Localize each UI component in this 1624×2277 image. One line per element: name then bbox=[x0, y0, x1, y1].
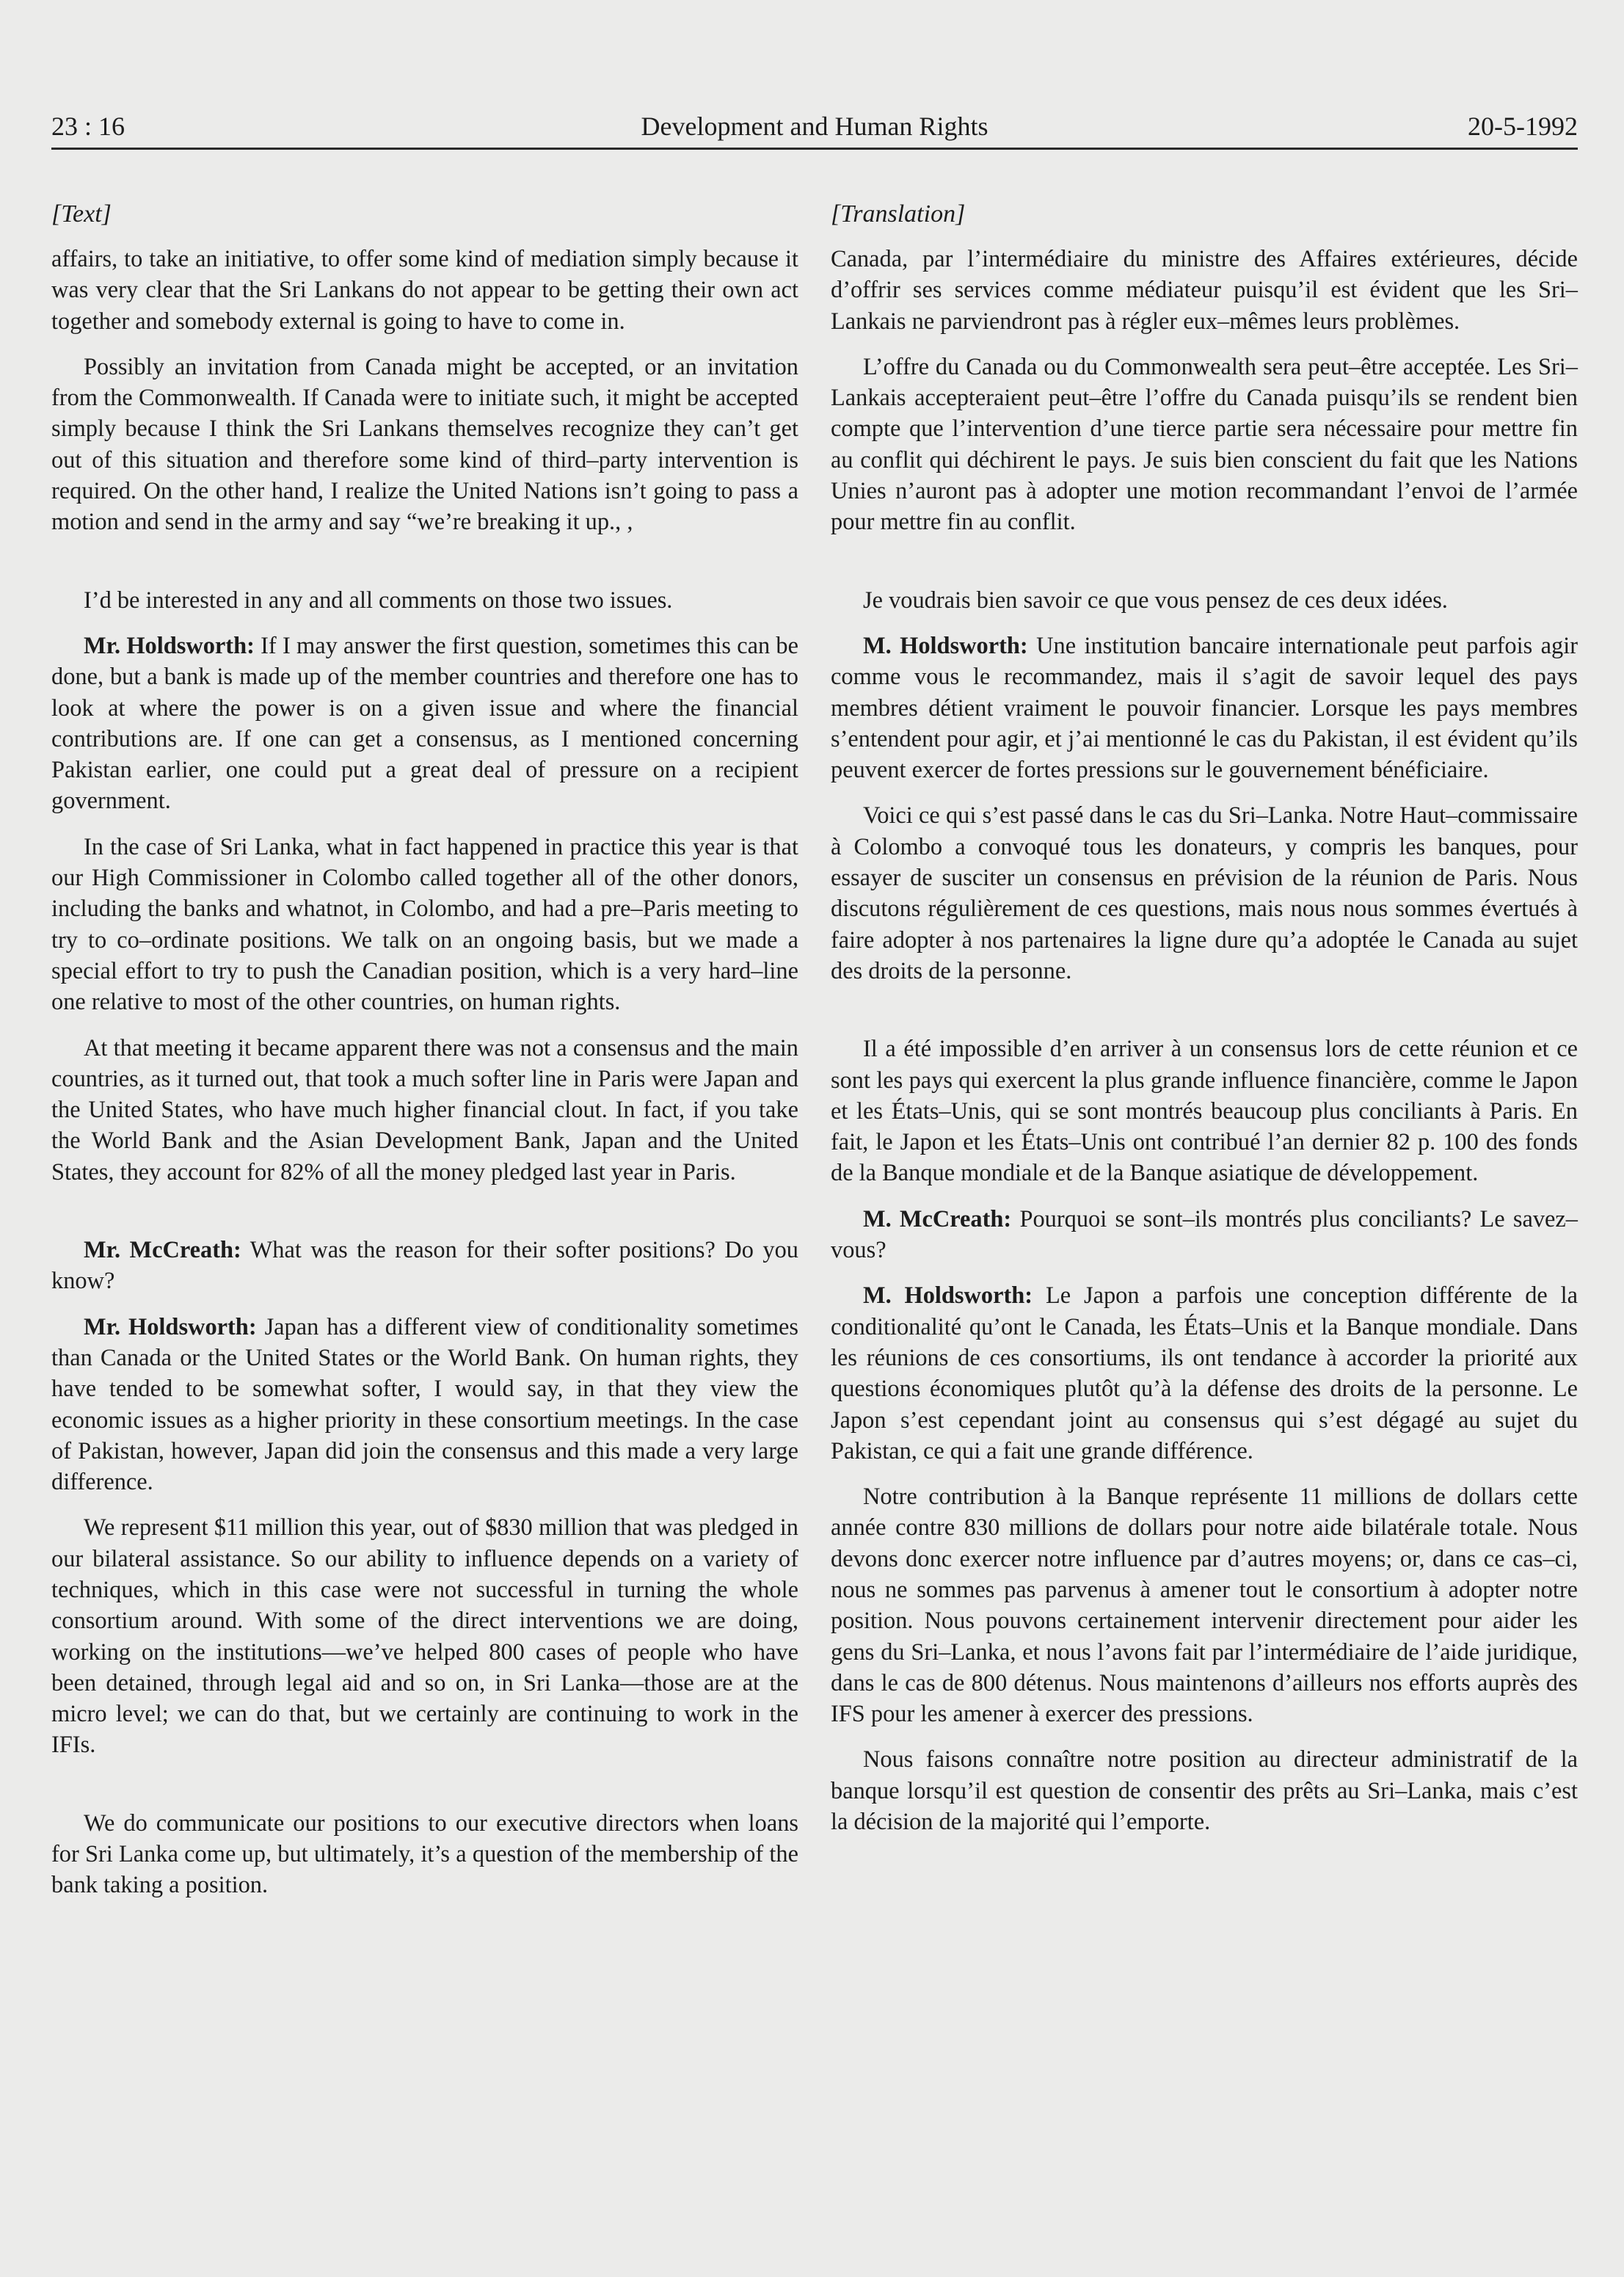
paragraph: We do communicate our positions to our executive directors when loans for Sri Lanka come up, but ultimately, it’s a question of the membership of the bank taking a position. bbox=[51, 1809, 798, 1899]
paragraph: Canada, par l’intermédiaire du ministre des Affaires extérieures, décide d’offrir ses services comme médiateur puisqu’il est évident que les Sri–Lankais ne parviendront pas à régler eux–mêmes leurs problèmes. bbox=[831, 246, 1578, 335]
speaker-paragraph bbox=[831, 1280, 1578, 1467]
speaker-paragraph bbox=[51, 631, 798, 817]
speaker-paragraph bbox=[831, 1204, 1578, 1266]
speaker-name: Mr. McCreath: bbox=[84, 1237, 241, 1264]
column-label-text bbox=[51, 192, 798, 229]
speaker-paragraph bbox=[831, 631, 1578, 785]
speaker-name: M. McCreath: bbox=[863, 1205, 1012, 1232]
paragraph: I’d be interested in any and all comments on those two issues. bbox=[84, 586, 673, 614]
label-close-bracket: ] bbox=[101, 200, 112, 228]
page-header bbox=[51, 109, 1578, 150]
paragraph: In the case of Sri Lanka, what in fact happened in practice this year is that our High Commissioner in Colombo called together all of the other donors, including the banks and whatnot, in Colombo, and had a pre–Paris meeting to try to co–ordinate positions. We talk on an ongoing basis, but we made a special effort to try to push the Canadian position, which is a very hard–line one relative to most of the other countries, on human rights. bbox=[51, 833, 798, 1016]
paragraph: Notre contribution à la Banque représente 11 millions de dollars cette année contre 830 millions de dollars pour notre aide bilatérale totale. Nous devons donc exercer notre influence par d’autres moyens; or, dans ce cas–ci, nous ne sommes pas parvenus à amener tout le consortium à adopter notre position. Nous pouvons certainement intervenir directement pour aider les gens du Sri–Lanka, et nous l’avons fait par l’intermédiaire de l’aide juridique, dans le cas de 800 détenus. Nous maintenons d’ailleurs nos efforts auprès des IFS pour les amener à exercer des pressions. bbox=[831, 1484, 1578, 1728]
speaker-paragraph bbox=[51, 1235, 798, 1297]
speech-text: Une institution bancaire internationale peut parfois agir comme vous le recommandez, mais il s’agit de savoir lequel des pays membres détient vraiment le pouvoir financier. Lorsque les pays membres s’entendent pour agir, et j’ai mentionné le cas du Pakistan, il est évident qu’ils peuvent exercer de fortes pressions sur le gouvernement bénéficiaire. bbox=[831, 632, 1578, 784]
label-open-bracket: [ bbox=[831, 200, 841, 228]
speaker-name: M. Holdsworth: bbox=[863, 1282, 1033, 1310]
paragraph: Je voudrais bien savoir ce que vous pensez de ces deux idées. bbox=[863, 586, 1448, 614]
speaker-paragraph bbox=[51, 1312, 798, 1498]
paragraph: Il a été impossible d’en arriver à un consensus lors de cette réunion et ce sont les pays qui exercent la plus grande influence financière, comme le Japon et les États–Unis, qui se sont montrés beaucoup plus conciliants à Paris. En fait, le Japon et les États–Unis ont contribué l’an dernier 82 p. 100 des fonds de la Banque mondiale et de la Banque asiatique de développement. bbox=[831, 1036, 1578, 1187]
label-close-bracket: ] bbox=[955, 200, 966, 228]
column-label-translation bbox=[831, 192, 1578, 229]
paragraph: Voici ce qui s’est passé dans le cas du Sri–Lanka. Notre Haut–commissaire à Colombo a convoqué tous les donateurs, y compris les banques, pour essayer de susciter un consensus en prévision de la réunion de Paris. Nous discutons régulièrement de ces questions, mais nous nous sommes évertués à faire adopter à nos partenaires la ligne dure qu’a adoptée le Canada au sujet des droits de la personne. bbox=[831, 802, 1578, 984]
speech-text: Le Japon a parfois une conception différente de la conditionalité qu’ont le Canada, les États–Unis et la Banque mondiale. Dans les réunions de ces consortiums, ils ont tendance à accorder la priorité aux questions économiques plutôt qu’à la défense des droits de la personne. Le Japon s’est cependant joint au consensus qui s’est dégagé au sujet du Pakistan, ce qui a fait une grande différence. bbox=[831, 1282, 1578, 1464]
paragraph: Possibly an invitation from Canada might be accepted, or an invitation from the Commonwealth. If Canada were to initiate such, it might be accepted simply because I think the Sri Lankans themselves recognize they can’t get out of this situation and therefore some kind of third–party intervention is required. On the other hand, I realize the United Nations isn’t going to pass a motion and send in the army and say “we’re breaking it up., , bbox=[51, 353, 798, 536]
header-date: 20-5-1992 bbox=[1468, 112, 1578, 141]
english-column bbox=[51, 192, 798, 1901]
label-text: Translation bbox=[840, 200, 956, 228]
paragraph: L’offre du Canada ou du Commonwealth sera peut–être acceptée. Les Sri–Lankais accepteraient peut–être l’offre du Canada puisqu’ils se rendent bien compte que l’intervention d’une tierce partie sera nécessaire pour mettre fin au conflit qui déchirent le pays. Je suis bien conscient du fait que les Nations Unies n’auront pas à adopter une motion recommandant l’envoi de l’armée pour mettre fin au conflit. bbox=[831, 353, 1578, 536]
speaker-name: Mr. Holdsworth: bbox=[84, 1313, 257, 1340]
speech-text: What was the reason for their softer positions? Do you know? bbox=[51, 1237, 798, 1295]
speech-text: Japan has a different view of conditionality sometimes than Canada or the United States or the World Bank. On human rights, they have tended to be somewhat softer, I would say, in that they view the economic issues as a higher priority in these consortium meetings. In the case of Pakistan, however, Japan did join the consensus and this made a very large difference. bbox=[51, 1313, 798, 1496]
page-number: 23 : 16 bbox=[51, 112, 125, 141]
header-rule bbox=[51, 148, 1578, 150]
paragraph: At that meeting it became apparent there was not a consensus and the main countries, as it turned out, that took a much softer line in Paris were Japan and the United States, who have much higher financial clout. In fact, if you take the World Bank and the Asian Development Bank, Japan and the United States, they account for 82% of all the money pledged last year in Paris. bbox=[51, 1034, 798, 1185]
label-text: Text bbox=[61, 200, 102, 228]
paragraph: We represent $11 million this year, out of $830 million that was pledged in our bilateral assistance. So our ability to influence depends on a variety of techniques, which in this case were not successful in turning the whole consortium around. With some of the direct interventions we are doing, working on the institutions—we’ve helped 800 cases of people who have been detained, through legal aid and so on, in Sri Lanka—those are at the micro level; we can do that, but we certainly are continuing to work in the IFIs. bbox=[51, 1514, 798, 1759]
french-column bbox=[831, 192, 1578, 1837]
speaker-name: Mr. Holdsworth: bbox=[84, 632, 255, 659]
paragraph: Nous faisons connaître notre position au directeur administratif de la banque lorsqu’il est question de consentir des prêts au Sri–Lanka, mais c’est la décision de la majorité qui l’emporte. bbox=[831, 1746, 1578, 1836]
speech-text: If I may answer the first question, sometimes this can be done, but a bank is made up of the member countries and therefore one has to look at where the power is on a given issue and where the financial contributions are. If one can get a consensus, as I mentioned concerning Pakistan earlier, one could put a great deal of pressure on a recipient government. bbox=[51, 632, 798, 815]
running-title: Development and Human Rights bbox=[641, 112, 988, 141]
speaker-name: M. Holdsworth: bbox=[863, 632, 1028, 659]
paragraph: affairs, to take an initiative, to offer some kind of mediation simply because it was very clear that the Sri Lankans do not appear to be getting their own act together and somebody external is going to have to come in. bbox=[51, 246, 798, 335]
label-open-bracket: [ bbox=[51, 200, 62, 228]
speech-text: Pourquoi se sont–ils montrés plus conciliants? Le savez–vous? bbox=[831, 1205, 1578, 1264]
